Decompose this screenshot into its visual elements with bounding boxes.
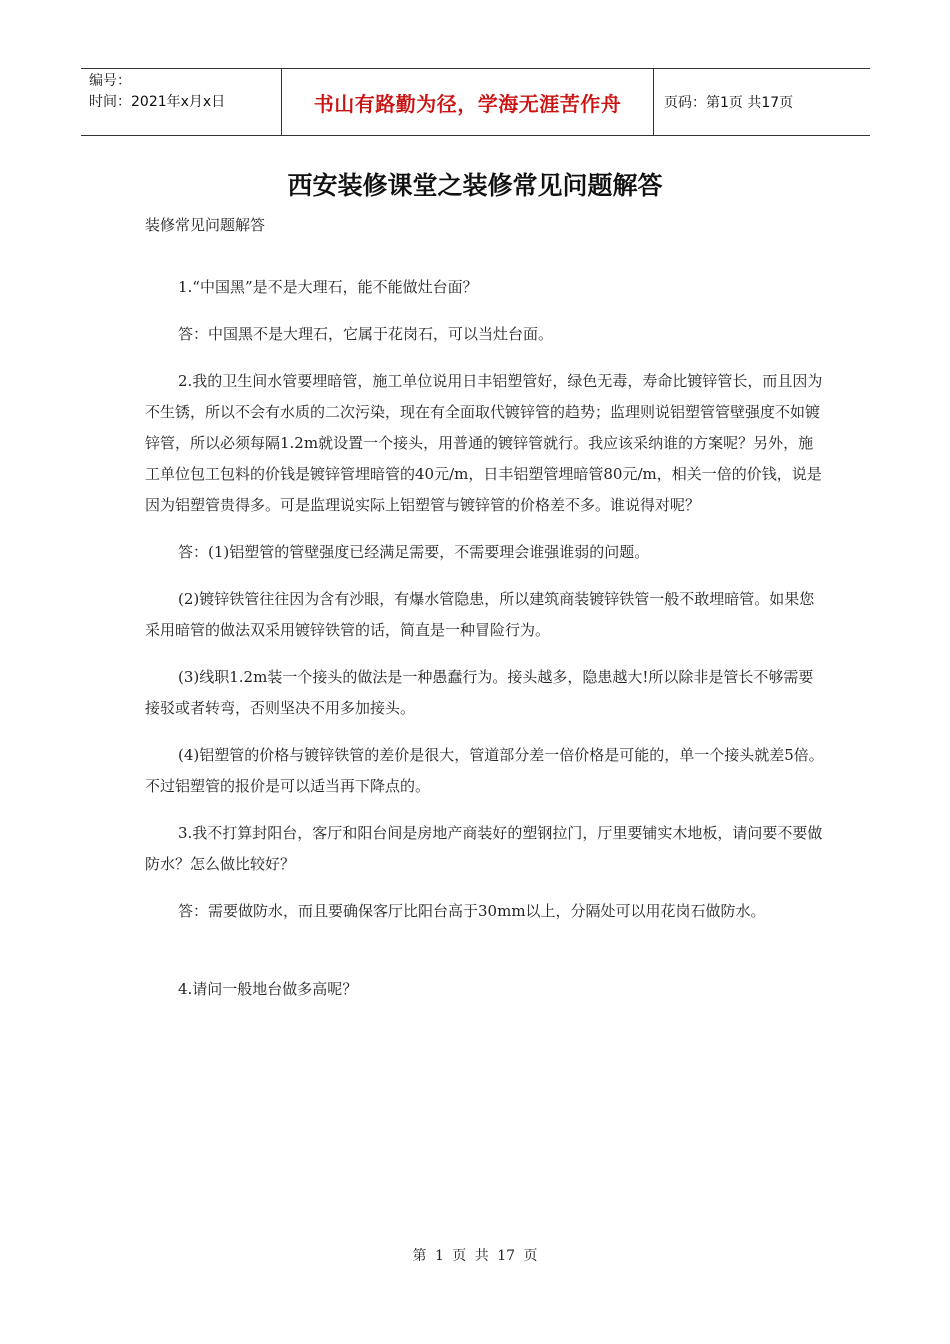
- header-page-info: [654, 69, 870, 135]
- spacer: [145, 350, 825, 366]
- document-title: 西安装修课堂之装修常见问题解答: [287, 171, 663, 200]
- page-footer: 第 1 页 共 17 页: [412, 1248, 538, 1264]
- document-body: [145, 210, 825, 1005]
- number-label: 编号：: [89, 73, 131, 89]
- spacer: [145, 646, 825, 662]
- header-meta: [81, 69, 281, 135]
- spacer: [145, 724, 825, 740]
- question-3: 3.我不打算封阳台，客厅和阳台间是房地产商装好的塑钢拉门，厅里要铺实木地板，请问要不要做防水？怎么做比较好？: [145, 824, 823, 873]
- spacer: [145, 958, 825, 974]
- spacer: [145, 521, 825, 537]
- document-header: [81, 68, 870, 136]
- motto-text: 书山有路勤为径，学海无涯苦作舟: [313, 91, 622, 116]
- spacer: [145, 303, 825, 319]
- spacer: [145, 241, 825, 272]
- answer-2-part-1: 答：(1)铝塑管的管壁强度已经满足需要，不需要理会谁强谁弱的问题。: [178, 543, 650, 561]
- header-motto-cell: [281, 69, 654, 135]
- question-4: 4.请问一般地台做多高呢？: [178, 980, 358, 998]
- spacer: [145, 880, 825, 896]
- subtitle: 装修常见问题解答: [145, 216, 266, 234]
- answer-2-part-4: (4)铝塑管的价格与镀锌铁管的差价是很大，管道部分差一倍价格是可能的，单一个接头就差5倍。不过铝塑管的报价是可以适当再下降点的。: [145, 746, 824, 795]
- spacer: [145, 927, 825, 958]
- date-label: 时间：2021年x月x日: [89, 94, 226, 110]
- answer-3: 答：需要做防水，而且要确保客厅比阳台高于30mm以上，分隔处可以用花岗石做防水。: [178, 902, 766, 920]
- spacer: [145, 568, 825, 584]
- answer-2-part-2: (2)镀锌铁管往往因为含有沙眼，有爆水管隐患，所以建筑商装镀锌铁管一般不敢埋暗管。如果您采用暗管的做法双采用镀锌铁管的话，简直是一种冒险行为。: [145, 590, 815, 639]
- question-2: 2.我的卫生间水管要埋暗管，施工单位说用日丰铝塑管好，绿色无毒，寿命比镀锌管长，而且因为不生锈，所以不会有水质的二次污染，现在有全面取代镀锌管的趋势；监理则说铝塑管管壁强度不如镀锌管，所以必须每隔1.2m就设置一个接头，用普通的镀锌管就行。我应该采纳谁的方案呢？另外，施工单位包工包料的价钱是镀锌管埋暗管的40元/m，日丰铝塑管埋暗管80元/m，相关一倍的价钱，说是因为铝塑管贵得多。可是监理说实际上铝塑管与镀锌管的价格差不多。谁说得对呢？: [145, 372, 823, 514]
- answer-1: 答：中国黑不是大理石，它属于花岗石，可以当灶台面。: [178, 325, 554, 343]
- page-info-text: 页码：第1页 共17页: [664, 95, 794, 111]
- spacer: [145, 802, 825, 818]
- question-1: 1.“中国黑”是不是大理石，能不能做灶台面？: [178, 278, 478, 296]
- answer-2-part-3: (3)线职1.2m装一个接头的做法是一种愚蠢行为。接头越多，隐患越大!所以除非是管长不够需要接驳或者转弯，否则坚决不用多加接头。: [145, 668, 814, 717]
